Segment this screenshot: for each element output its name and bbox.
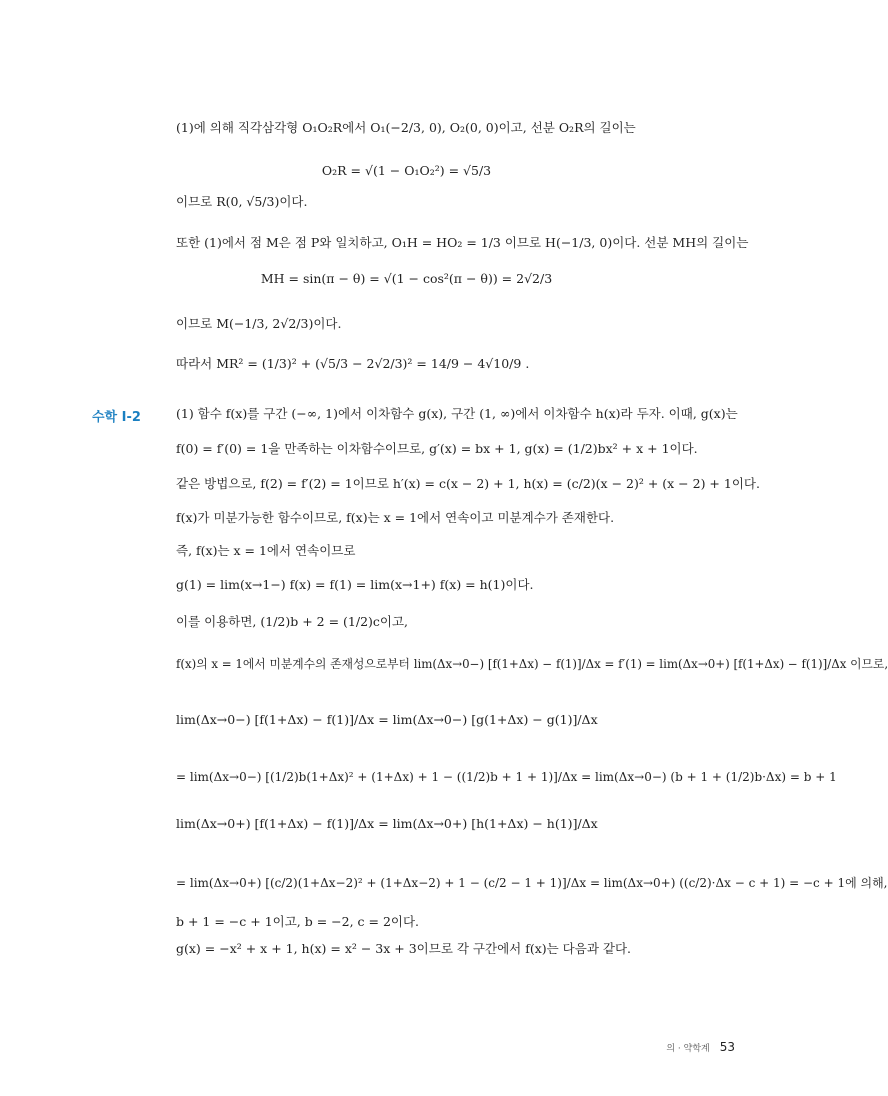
equation-continuity: g(1) = lim(x→1−) f(x) = f(1) = lim(x→1+) f(x) = h(1)이다. xyxy=(176,577,534,592)
text-line-8: 같은 방법으로, f(2) = f′(2) = 1이므로 h′(x) = c(x − 2) + 1, h(x) = (c/2)(x − 2)² + (x − 2) + 1이다. xyxy=(176,476,760,491)
text-line-1: (1)에 의해 직각삼각형 O₁O₂R에서 O₁(−2/3, 0), O₂(0, 0)이고, 선분 O₂R의 길이는 xyxy=(176,120,636,135)
page-footer xyxy=(666,1039,735,1054)
text-line-10: 즉, f(x)는 x = 1에서 연속이므로 xyxy=(176,543,356,558)
problem-label: 수학 Ⅰ-2 xyxy=(92,410,141,425)
equation-right-limit-expanded: = lim(Δx→0+) [(c/2)(1+Δx−2)² + (1+Δx−2) + 1 − (c/2 − 1 + 1)]/Δx = lim(Δx→0+) ((c/2)·Δx − c + 1) = −c + 1에 의해, xyxy=(176,876,888,890)
text-line-11: 이를 이용하면, (1/2)b + 2 = (1/2)c이고, xyxy=(176,614,409,629)
text-line-5: 따라서 MR² = (1/3)² + (√5/3 − 2√2/3)² = 14/9 − 4√10/9 . xyxy=(176,356,530,371)
text-line-14: g(x) = −x² + x + 1, h(x) = x² − 3x + 3이므로 각 구간에서 f(x)는 다음과 같다. xyxy=(176,941,632,956)
equation-o2r: O₂R = √(1 − O₁O₂²) = √5/3 xyxy=(321,163,492,178)
page-number: 53 xyxy=(719,1040,735,1054)
text-line-7: f(0) = f′(0) = 1을 만족하는 이차함수이므로, g′(x) = bx + 1, g(x) = (1/2)bx² + x + 1이다. xyxy=(176,441,698,456)
text-line-12: f(x)의 x = 1에서 미분계수의 존재성으로부터 lim(Δx→0−) [f(1+Δx) − f(1)]/Δx = f′(1) = lim(Δx→0+) [f(1+Δx) − f(1)]/Δx 이므로, xyxy=(176,657,888,671)
footer-section: 의 · 약학계 xyxy=(666,1044,710,1054)
text-line-3: 또한 (1)에서 점 M은 점 P와 일치하고, O₁H = HO₂ = 1/3 이므로 H(−1/3, 0)이다. 선분 MH의 길이는 xyxy=(176,235,749,250)
equation-left-limit: lim(Δx→0−) [f(1+Δx) − f(1)]/Δx = lim(Δx→0−) [g(1+Δx) − g(1)]/Δx xyxy=(176,712,598,727)
equation-left-limit-expanded: = lim(Δx→0−) [(1/2)b(1+Δx)² + (1+Δx) + 1 − ((1/2)b + 1 + 1)]/Δx = lim(Δx→0−) (b + 1 + (1/2)b·Δx) = b + 1 xyxy=(176,770,837,784)
text-line-6: (1) 함수 f(x)를 구간 (−∞, 1)에서 이차함수 g(x), 구간 (1, ∞)에서 이차함수 h(x)라 두자. 이때, g(x)는 xyxy=(176,406,738,421)
equation-mh: MH = sin(π − θ) = √(1 − cos²(π − θ)) = 2√2/3 xyxy=(260,271,553,286)
text-line-9: f(x)가 미분가능한 함수이므로, f(x)는 x = 1에서 연속이고 미분계수가 존재한다. xyxy=(176,510,615,525)
text-line-2: 이므로 R(0, √5/3)이다. xyxy=(176,194,308,209)
text-line-13: b + 1 = −c + 1이고, b = −2, c = 2이다. xyxy=(176,914,420,929)
text-line-4: 이므로 M(−1/3, 2√2/3)이다. xyxy=(176,316,342,331)
equation-right-limit: lim(Δx→0+) [f(1+Δx) − f(1)]/Δx = lim(Δx→0+) [h(1+Δx) − h(1)]/Δx xyxy=(176,816,598,831)
